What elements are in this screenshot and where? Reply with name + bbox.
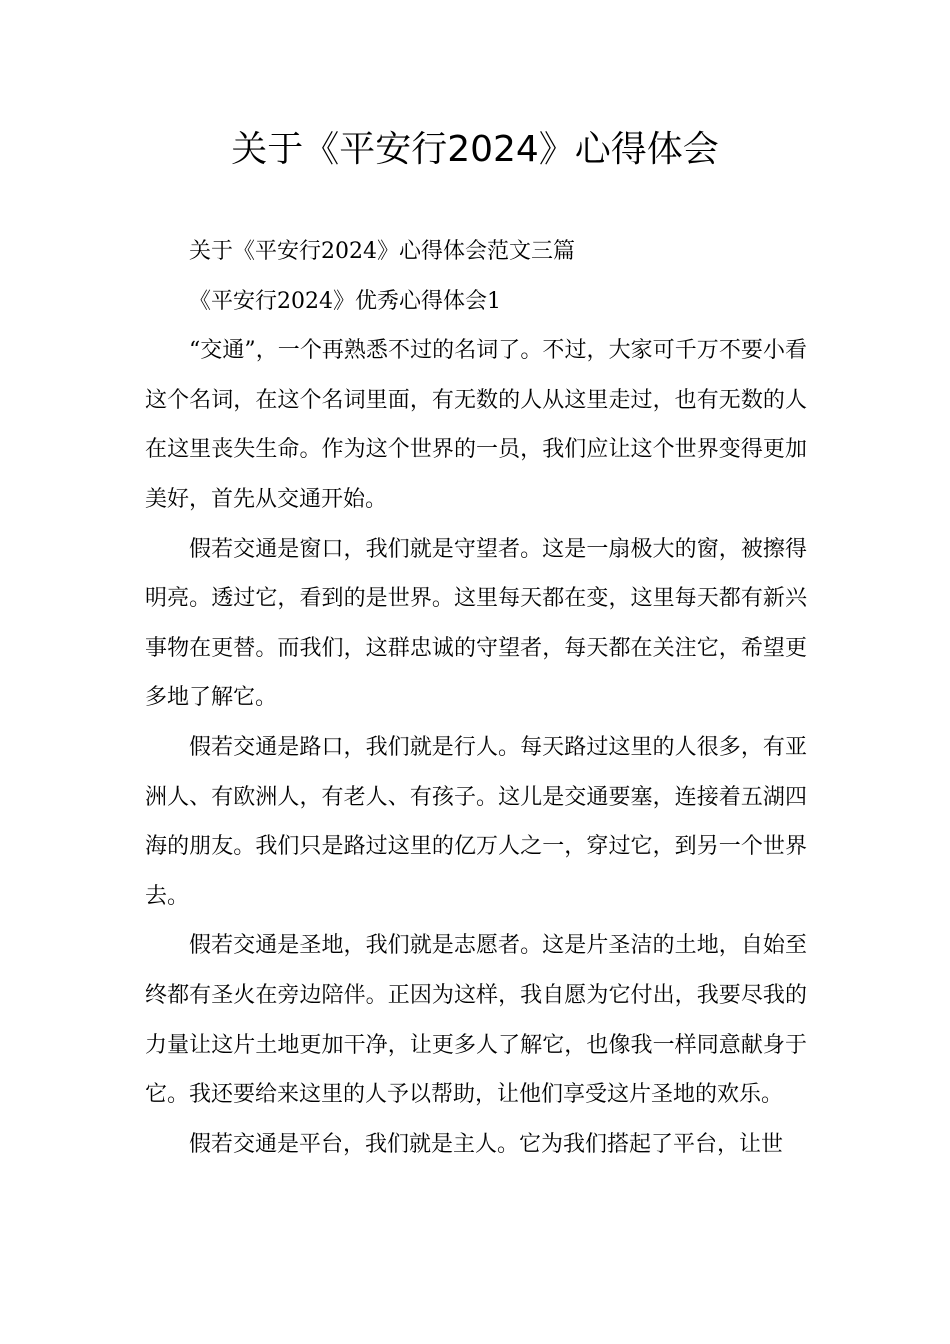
paragraph: 假若交通是窗口，我们就是守望者。这是一扇极大的窗，被擦得明亮。透过它，看到的是世界。这里每天都在变，这里每天都有新兴事物在更替。而我们，这群忠诚的守望者，每天都在关注它，希望更多地了解它。 <box>145 536 807 711</box>
paragraph: 假若交通是路口，我们就是行人。每天路过这里的人很多，有亚洲人、有欧洲人，有老人、有孩子。这儿是交通要塞，连接着五湖四海的朋友。我们只是路过这里的亿万人之一，穿过它，到另一个世界去。 <box>145 734 807 909</box>
paragraph: “交通”，一个再熟悉不过的名词了。不过，大家可千万不要小看这个名词，在这个名词里面，有无数的人从这里走过，也有无数的人在这里丧失生命。作为这个世界的一员，我们应让这个世界变得更加美好，首先从交通开始。 <box>145 338 807 512</box>
document-body <box>145 227 807 1169</box>
paragraph: 假若交通是平台，我们就是主人。它为我们搭起了平台，让世 <box>189 1131 784 1157</box>
document-title: 关于《平安行2024》心得体会 <box>231 129 719 170</box>
section-heading: 《平安行2024》优秀心得体会1 <box>189 288 501 314</box>
document-subtitle: 关于《平安行2024》心得体会范文三篇 <box>189 239 575 264</box>
paragraph: 假若交通是圣地，我们就是志愿者。这是片圣洁的土地，自始至终都有圣火在旁边陪伴。正因为这样，我自愿为它付出，我要尽我的力量让这片土地更加干净，让更多人了解它，也像我一样同意献身于它。我还要给来这里的人予以帮助，让他们享受这片圣地的欢乐。 <box>145 933 807 1108</box>
